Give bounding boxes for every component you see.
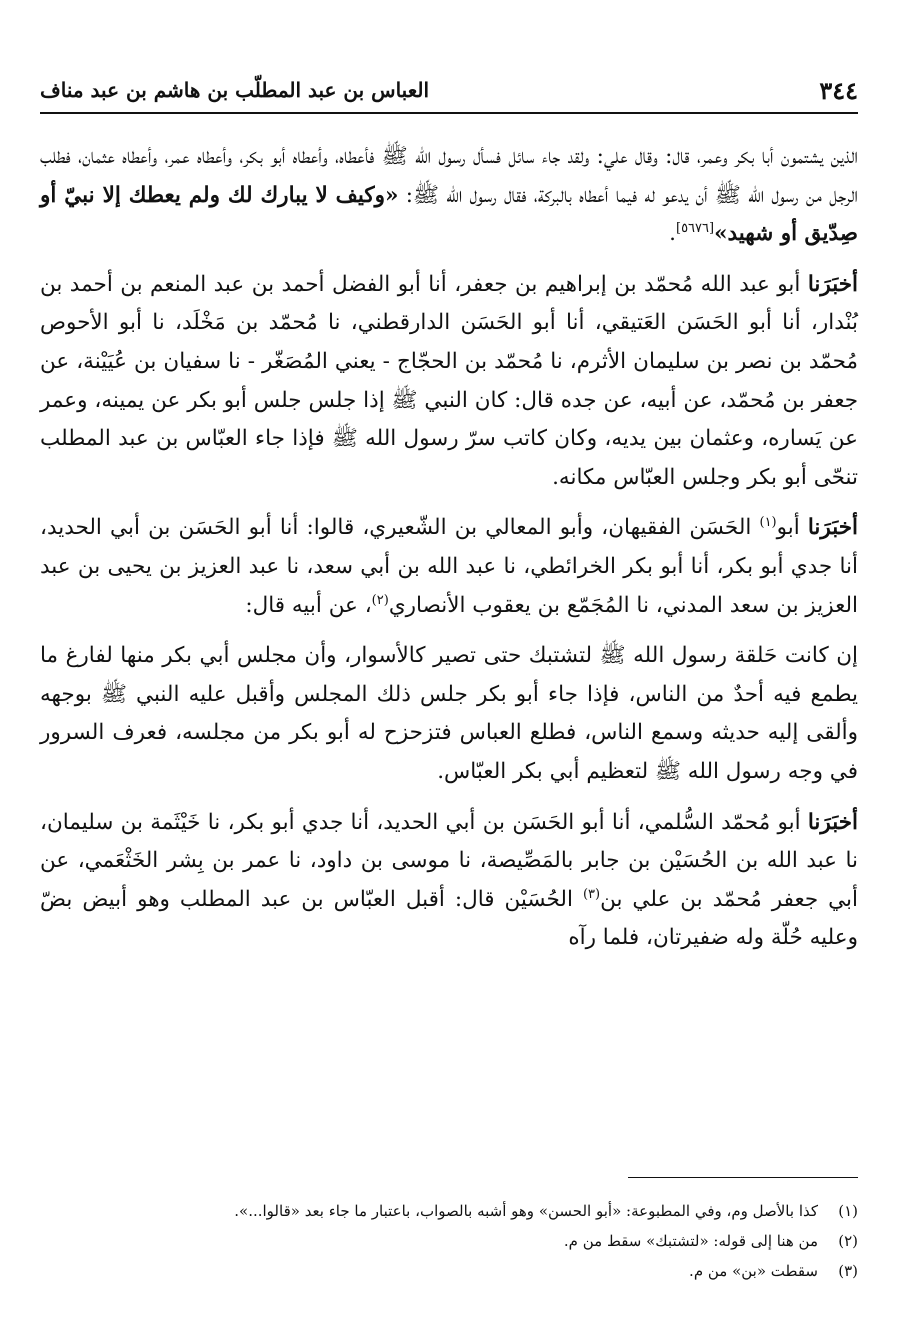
paragraph-4 — [40, 637, 858, 791]
running-title: العباس بن عبد المطلّب بن هاشم بن عبد مناف — [40, 78, 430, 102]
header-rule — [40, 112, 858, 114]
page-number: ٣٤٤ — [819, 76, 858, 105]
paragraph-1 — [40, 138, 858, 254]
paragraph-tail: الحُسَيْن قال: أقبل العبّاس بن عبد المطلب وهو أبيض بضّ وعليه حُلّة وله ضفيرتان، فلما رآه — [40, 886, 858, 951]
footnote-rule — [628, 1177, 858, 1178]
footnote-text: من هنا إلى قوله: «لتشتبك» سقط من م. — [563, 1232, 818, 1250]
footnotes — [40, 1196, 858, 1286]
footnote-number: (٣) — [838, 1262, 858, 1280]
footnote-ref-2[interactable]: (٢) — [371, 592, 389, 608]
paragraph-3 — [40, 509, 858, 625]
paragraph-text: الحَسَن الفقيهان، وأبو المعالي بن الشّعيري، قالوا: أنا أبو الحَسَن بن أبي الحديد، أنا جدي أبو بكر، أنا أبو بكر الخرائطي، نا عبد الله بن أبي سعد، نا عبد العزيز بن يحيى بن عبد العزيز بن سعد المدني، نا المُجَمّع بن يعقوب الأنصاري — [40, 515, 858, 618]
paragraph-tail: . — [669, 221, 676, 247]
hadith-reference-number: [٥٦٧٦] — [675, 221, 715, 237]
hadith-quote: «وكيف لا يبارك لك ولم يعطك إلا نبيّ أو صِدّيق أو شهيد» — [40, 182, 858, 247]
footnote-ref-3[interactable]: (٣) — [582, 886, 601, 902]
footnote-number: (٢) — [838, 1232, 858, 1250]
footnote-1 — [40, 1196, 858, 1226]
paragraph-text: إن كانت حَلقة رسول الله ﷺ لتشتبك حتى تصير كالأسوار، وأن مجلس أبي بكر منها لفارغ ما يطمع فيه أحدٌ من الناس، فإذا جاء أبو بكر جلس ذلك المجلس وأقبل عليه النبي ﷺ بوجهه وألقى إليه حديثه وسمع الناس، فطلع العباس فتزحزح له أبو بكر من مجلسه، فعرف السرور في وجه رسول الله ﷺ لتعظيم أبي بكر العبّاس. — [40, 643, 858, 784]
footnote-text: كذا بالأصل وم، وفي المطبوعة: «أبو الحسن» وهو أشبه بالصواب، باعتبار ما جاء بعد «قالوا...». — [234, 1202, 818, 1220]
main-text — [40, 138, 858, 970]
footnote-2 — [40, 1226, 858, 1256]
akhbarana-lead: أخبَرَنا — [807, 809, 858, 835]
paragraph-text: أبو — [776, 515, 808, 541]
paragraph-tail: ، عن أبيه قال: — [245, 592, 372, 618]
akhbarana-lead: أخبَرَنا — [807, 515, 858, 541]
paragraph-2 — [40, 266, 858, 498]
paragraph-text: أبو عبد الله مُحمّد بن إبراهيم بن جعفر، أنا أبو الفضل أحمد بن عبد المنعم بن أحمد بن بُنْدار، أنا أبو الحَسَن العَتيقي، أنا أبو الحَسَن الدارقطني، نا مُحمّد بن مَخْلَد، نا أبو الأحوص مُحمّد بن نصر بن سليمان الأثرم، نا مُحمّد بن الحجّاج - يعني المُصَغّر - نا سفيان بن عُيَيْنة، عن جعفر بن مُحمّد، عن أبيه، عن جده قال: كان النبي ﷺ إذا جلس جلس أبو بكر عن يمينه، وعمر عن يَساره، وعثمان بين يديه، وكان كاتب سرّ رسول الله ﷺ فإذا جاء العبّاس بن عبد المطلب تنحّى أبو بكر وجلس العبّاس مكانه. — [40, 271, 858, 490]
akhbarana-lead: أخبَرَنا — [807, 271, 858, 297]
paragraph-text: الذين يشتمون أبا بكر وعمر، قال: وقال علي: ولقد جاء سائل فسأل رسول الله ﷺ فأعطاه، وأعطاه أبو بكر، وأعطاه عمر، وأعطاه عثمان، فطلب الرجل من رسول الله ﷺ أن يدعو له فيما أعطاه بالبركة، فقال رسول الله ﷺ: — [40, 144, 859, 208]
footnote-text: سقطت «بن» من م. — [689, 1262, 818, 1280]
paragraph-5 — [40, 804, 858, 958]
page-header — [40, 76, 858, 112]
footnote-ref-1[interactable]: (١) — [759, 515, 777, 531]
footnote-number: (١) — [838, 1202, 858, 1220]
footnote-3 — [40, 1256, 858, 1286]
paragraph-text: أبو مُحمّد السُّلمي، أنا أبو الحَسَن بن أبي الحديد، أنا جدي أبو بكر، نا خَيْثَمة بن سليمان، نا عبد الله بن الحُسَيْن بن جابر بالمَصِّيصة، نا موسى بن داود، نا عمر بن بِشر الخَثْعَمي، عن أبي جعفر مُحمّد بن علي بن — [40, 809, 858, 912]
